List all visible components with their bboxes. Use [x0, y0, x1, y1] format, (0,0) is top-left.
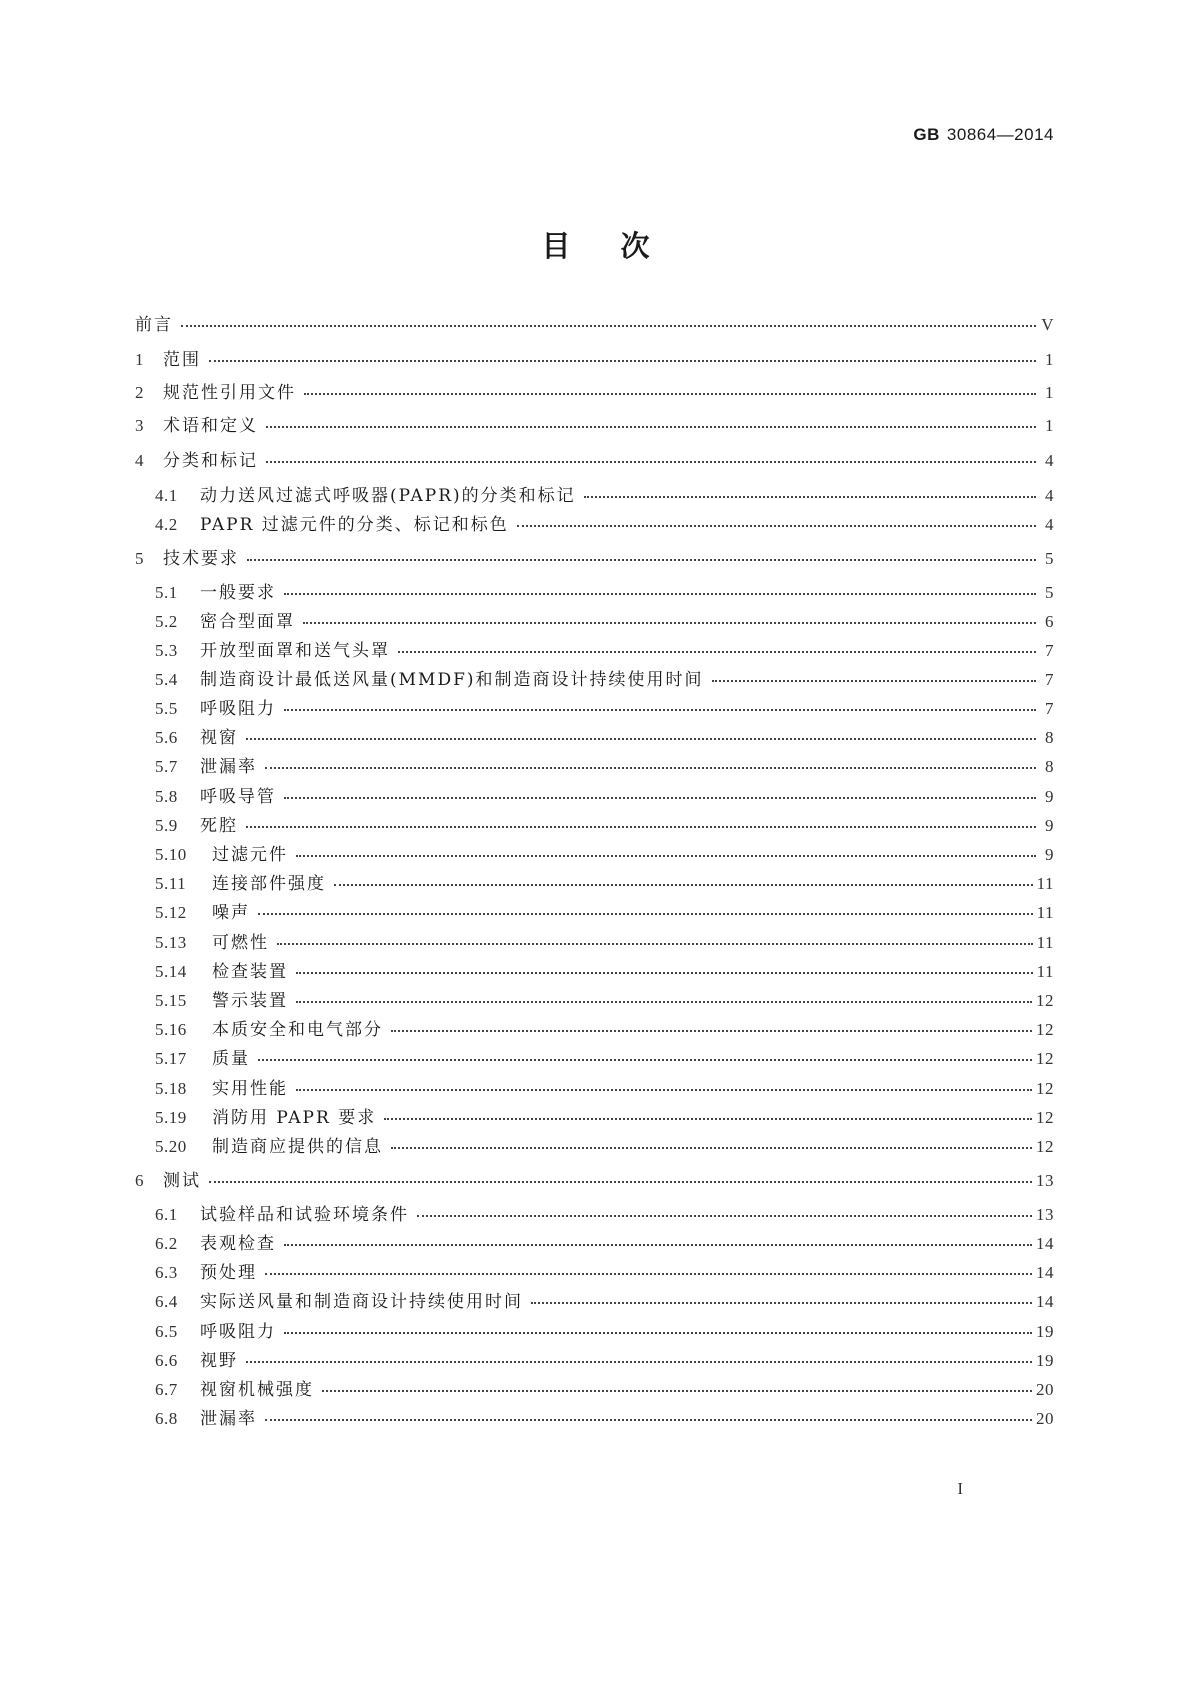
toc-entry-number: 5.15 — [155, 991, 187, 1010]
toc-entry-number: 5.7 — [155, 757, 178, 776]
toc-entry-title: 消防用 PAPR 要求 — [212, 1108, 377, 1128]
toc-leader-dots — [277, 943, 1033, 945]
toc-leader-dots — [284, 1244, 1032, 1246]
toc-entry-page: 20 — [1036, 1409, 1054, 1428]
toc-entry-page: 11 — [1036, 962, 1054, 981]
toc-entry[interactable] — [155, 873, 1054, 895]
toc-entry-title: 过滤元件 — [212, 845, 288, 865]
toc-leader-dots — [258, 1059, 1032, 1061]
toc-leader-dots — [246, 738, 1036, 740]
toc-entry-page: 9 — [1045, 816, 1054, 835]
toc-entry-title: 泄漏率 — [200, 1409, 257, 1429]
toc-leader-dots — [284, 1332, 1032, 1334]
toc-leader-dots — [265, 767, 1036, 769]
toc-entry-number: 5.8 — [155, 787, 178, 806]
toc-entry[interactable] — [155, 1048, 1054, 1070]
toc-entry[interactable] — [155, 1321, 1054, 1343]
toc-entry-page: 14 — [1036, 1292, 1054, 1311]
toc-entry-title: 噪声 — [212, 903, 250, 923]
toc-entry-page: 13 — [1036, 1205, 1054, 1224]
toc-entry-page: 11 — [1036, 903, 1054, 922]
toc-entry-number: 6 — [135, 1171, 144, 1190]
toc-entry-number: 5 — [135, 549, 144, 568]
toc-entry[interactable] — [155, 1233, 1054, 1255]
toc-entry[interactable] — [155, 640, 1054, 662]
toc-entry-title: 规范性引用文件 — [163, 383, 296, 403]
toc-entry-number: 5.20 — [155, 1137, 187, 1156]
toc-entry-number: 5.11 — [155, 874, 187, 893]
toc-entry[interactable] — [155, 1350, 1054, 1372]
toc-leader-dots — [296, 1001, 1032, 1003]
toc-leader-dots — [296, 972, 1033, 974]
toc-entry-page: 12 — [1036, 991, 1054, 1010]
toc-entry-page: 5 — [1045, 583, 1054, 602]
toc-entry-page: 7 — [1045, 670, 1054, 689]
toc-entry-title: 密合型面罩 — [200, 612, 295, 632]
toc-leader-dots — [296, 1089, 1032, 1091]
toc-entry-number: 4.2 — [155, 515, 178, 534]
toc-leader-dots — [266, 461, 1036, 463]
toc-entry-title: 预处理 — [200, 1263, 257, 1283]
toc-entry-number: 6.3 — [155, 1263, 178, 1282]
toc-entry-page: 7 — [1045, 641, 1054, 660]
toc-entry-title: 表观检查 — [200, 1234, 276, 1254]
toc-entry[interactable] — [155, 815, 1054, 837]
toc-entry-number: 5.19 — [155, 1108, 187, 1127]
toc-entry[interactable] — [155, 1291, 1054, 1313]
standard-number: 30864—2014 — [946, 125, 1054, 144]
toc-entry-title: 测试 — [163, 1171, 201, 1191]
toc-entry-number: 6.7 — [155, 1380, 178, 1399]
toc-entry[interactable] — [135, 382, 1054, 404]
toc-entry[interactable] — [155, 1107, 1054, 1129]
toc-leader-dots — [284, 797, 1036, 799]
toc-entry[interactable] — [155, 961, 1054, 983]
toc-entry[interactable] — [155, 1204, 1054, 1226]
toc-entry-number: 5.17 — [155, 1049, 187, 1068]
toc-entry[interactable] — [155, 1136, 1054, 1158]
toc-entry-page: 4 — [1045, 515, 1054, 534]
toc-entry-number: 5.13 — [155, 933, 187, 952]
toc-entry[interactable] — [155, 485, 1054, 507]
toc-entry-title: 本质安全和电气部分 — [212, 1020, 383, 1040]
toc-entry-page: 11 — [1036, 933, 1054, 952]
toc-entry[interactable] — [155, 669, 1054, 691]
standard-prefix: GB — [913, 125, 940, 144]
toc-leader-dots — [284, 593, 1036, 595]
toc-entry-title: 连接部件强度 — [212, 874, 326, 894]
toc-entry-title: 技术要求 — [163, 549, 239, 569]
toc-entry-title: 视野 — [200, 1351, 238, 1371]
toc-entry-number: 4.1 — [155, 486, 178, 505]
toc-entry-number: 3 — [135, 416, 144, 435]
toc-entry[interactable] — [155, 756, 1054, 778]
toc-leader-dots — [391, 1030, 1032, 1032]
toc-leader-dots — [209, 1181, 1032, 1183]
toc-entry-title: 死腔 — [200, 816, 238, 836]
toc-leader-dots — [322, 1390, 1032, 1392]
toc-entry[interactable] — [135, 450, 1054, 472]
toc-entry-page: 6 — [1045, 612, 1054, 631]
toc-entry-title: 可燃性 — [212, 933, 269, 953]
toc-entry-title: 泄漏率 — [200, 757, 257, 777]
toc-entry-title: 制造商设计最低送风量(MMDF)和制造商设计持续使用时间 — [200, 670, 704, 690]
toc-entry-title: 呼吸阻力 — [200, 699, 276, 719]
toc-entry-page: 19 — [1036, 1351, 1054, 1370]
toc-entry-title: 术语和定义 — [163, 416, 258, 436]
toc-entry-page: 12 — [1036, 1020, 1054, 1039]
toc-entry[interactable] — [135, 415, 1054, 437]
toc-entry[interactable] — [155, 1379, 1054, 1401]
toc-leader-dots — [246, 1361, 1032, 1363]
toc-entry-page: 4 — [1045, 451, 1054, 470]
toc-leader-dots — [417, 1215, 1032, 1217]
toc-entry[interactable] — [155, 514, 1054, 536]
toc-entry-number: 4 — [135, 451, 144, 470]
toc-entry-number: 5.9 — [155, 816, 178, 835]
toc-entry-page: 19 — [1036, 1322, 1054, 1341]
toc-leader-dots — [296, 855, 1036, 857]
toc-leader-dots — [531, 1302, 1032, 1304]
toc-entry-title: 呼吸阻力 — [200, 1322, 276, 1342]
toc-entry-title: 范围 — [163, 350, 201, 370]
toc-entry[interactable] — [155, 1019, 1054, 1041]
toc-leader-dots — [209, 360, 1036, 362]
toc-entry-number: 6.6 — [155, 1351, 178, 1370]
toc-leader-dots — [284, 709, 1036, 711]
toc-entry-page: 20 — [1036, 1380, 1054, 1399]
toc-entry-page: 12 — [1036, 1079, 1054, 1098]
toc-entry[interactable] — [135, 349, 1054, 371]
toc-entry-number: 6.2 — [155, 1234, 178, 1253]
toc-leader-dots — [304, 393, 1036, 395]
toc-leader-dots — [247, 559, 1036, 561]
toc-entry-number: 5.18 — [155, 1079, 187, 1098]
toc-entry-title: 呼吸导管 — [200, 787, 276, 807]
toc-entry-title: 实用性能 — [212, 1079, 288, 1099]
toc-entry-number: 5.16 — [155, 1020, 187, 1039]
toc-entry-title: 动力送风过滤式呼吸器(PAPR)的分类和标记 — [200, 486, 576, 506]
toc-entry-page: 8 — [1045, 728, 1054, 747]
toc-entry[interactable] — [155, 932, 1054, 954]
toc-entry-page: 12 — [1036, 1108, 1054, 1127]
toc-entry-page: 7 — [1045, 699, 1054, 718]
toc-entry-number: 1 — [135, 350, 144, 369]
toc-leader-dots — [712, 680, 1036, 682]
toc-leader-dots — [181, 325, 1036, 327]
toc-leader-dots — [391, 1147, 1032, 1149]
toc-entry-title: 分类和标记 — [163, 451, 258, 471]
toc-entry-number: 5.1 — [155, 583, 178, 602]
toc-entry-number: 5.2 — [155, 612, 178, 631]
toc-leader-dots — [303, 622, 1036, 624]
toc-entry-title: 试验样品和试验环境条件 — [200, 1205, 409, 1225]
toc-entry-title: PAPR 过滤元件的分类、标记和标色 — [200, 515, 509, 535]
toc-entry-page: 11 — [1036, 874, 1054, 893]
toc-entry[interactable] — [135, 314, 1054, 336]
toc-leader-dots — [384, 1118, 1032, 1120]
toc-entry-page: 8 — [1045, 757, 1054, 776]
toc-entry-title: 检查装置 — [212, 962, 288, 982]
toc-entry-title: 视窗 — [200, 728, 238, 748]
toc-entry-title: 实际送风量和制造商设计持续使用时间 — [200, 1292, 523, 1312]
toc-entry-number: 5.14 — [155, 962, 187, 981]
toc-entry-number: 5.12 — [155, 903, 187, 922]
toc-entry-page: 5 — [1045, 549, 1054, 568]
toc-entry[interactable] — [155, 727, 1054, 749]
toc-entry-page: 1 — [1045, 350, 1054, 369]
toc-entry-number: 6.1 — [155, 1205, 178, 1224]
toc-entry-title: 一般要求 — [200, 583, 276, 603]
toc-leader-dots — [398, 651, 1036, 653]
toc-entry-number: 5.10 — [155, 845, 187, 864]
toc-entry-number: 6.5 — [155, 1322, 178, 1341]
toc-entry[interactable] — [155, 1078, 1054, 1100]
toc-entry[interactable] — [155, 902, 1054, 924]
toc-entry-page: 14 — [1036, 1263, 1054, 1282]
toc-entry-title: 前言 — [135, 315, 173, 335]
toc-entry-title: 视窗机械强度 — [200, 1380, 314, 1400]
toc-entry-page: 13 — [1036, 1171, 1054, 1190]
toc-entry-page: 4 — [1045, 486, 1054, 505]
toc-entry-number: 6.8 — [155, 1409, 178, 1428]
toc-title: 目次 — [541, 229, 700, 263]
toc-entry-number: 5.6 — [155, 728, 178, 747]
toc-entry[interactable] — [155, 844, 1054, 866]
toc-entry-page: 9 — [1045, 845, 1054, 864]
page-number: I — [957, 1479, 963, 1498]
toc-entry-title: 质量 — [212, 1049, 250, 1069]
toc-leader-dots — [334, 884, 1033, 886]
toc-entry-title: 开放型面罩和送气头罩 — [200, 641, 390, 661]
toc-entry-number: 5.3 — [155, 641, 178, 660]
toc-entry[interactable] — [155, 1408, 1054, 1430]
toc-entry[interactable] — [155, 1262, 1054, 1284]
toc-entry-number: 5.5 — [155, 699, 178, 718]
toc-leader-dots — [266, 426, 1036, 428]
toc-leader-dots — [517, 525, 1036, 527]
toc-entry[interactable] — [155, 786, 1054, 808]
toc-entry-page: 12 — [1036, 1049, 1054, 1068]
toc-entry-page: V — [1041, 315, 1054, 334]
toc-entry[interactable] — [155, 990, 1054, 1012]
toc-entry-page: 9 — [1045, 787, 1054, 806]
toc-entry[interactable] — [135, 548, 1054, 570]
toc-entry-page: 14 — [1036, 1234, 1054, 1253]
toc-entry-page: 1 — [1045, 416, 1054, 435]
toc-entry-title: 警示装置 — [212, 991, 288, 1011]
toc-entry-number: 6.4 — [155, 1292, 178, 1311]
toc-entry-title: 制造商应提供的信息 — [212, 1137, 383, 1157]
toc-entry[interactable] — [155, 611, 1054, 633]
toc-leader-dots — [584, 496, 1036, 498]
toc-leader-dots — [265, 1273, 1032, 1275]
toc-entry[interactable] — [155, 698, 1054, 720]
toc-entry-page: 1 — [1045, 383, 1054, 402]
toc-entry-number: 5.4 — [155, 670, 178, 689]
toc-entry-page: 12 — [1036, 1137, 1054, 1156]
table-of-contents — [0, 315, 1191, 1580]
toc-leader-dots — [246, 826, 1036, 828]
toc-leader-dots — [258, 913, 1033, 915]
standard-code — [913, 125, 1054, 145]
toc-entry[interactable] — [135, 1170, 1054, 1192]
toc-leader-dots — [265, 1419, 1032, 1421]
toc-entry[interactable] — [155, 582, 1054, 604]
toc-entry-number: 2 — [135, 383, 144, 402]
